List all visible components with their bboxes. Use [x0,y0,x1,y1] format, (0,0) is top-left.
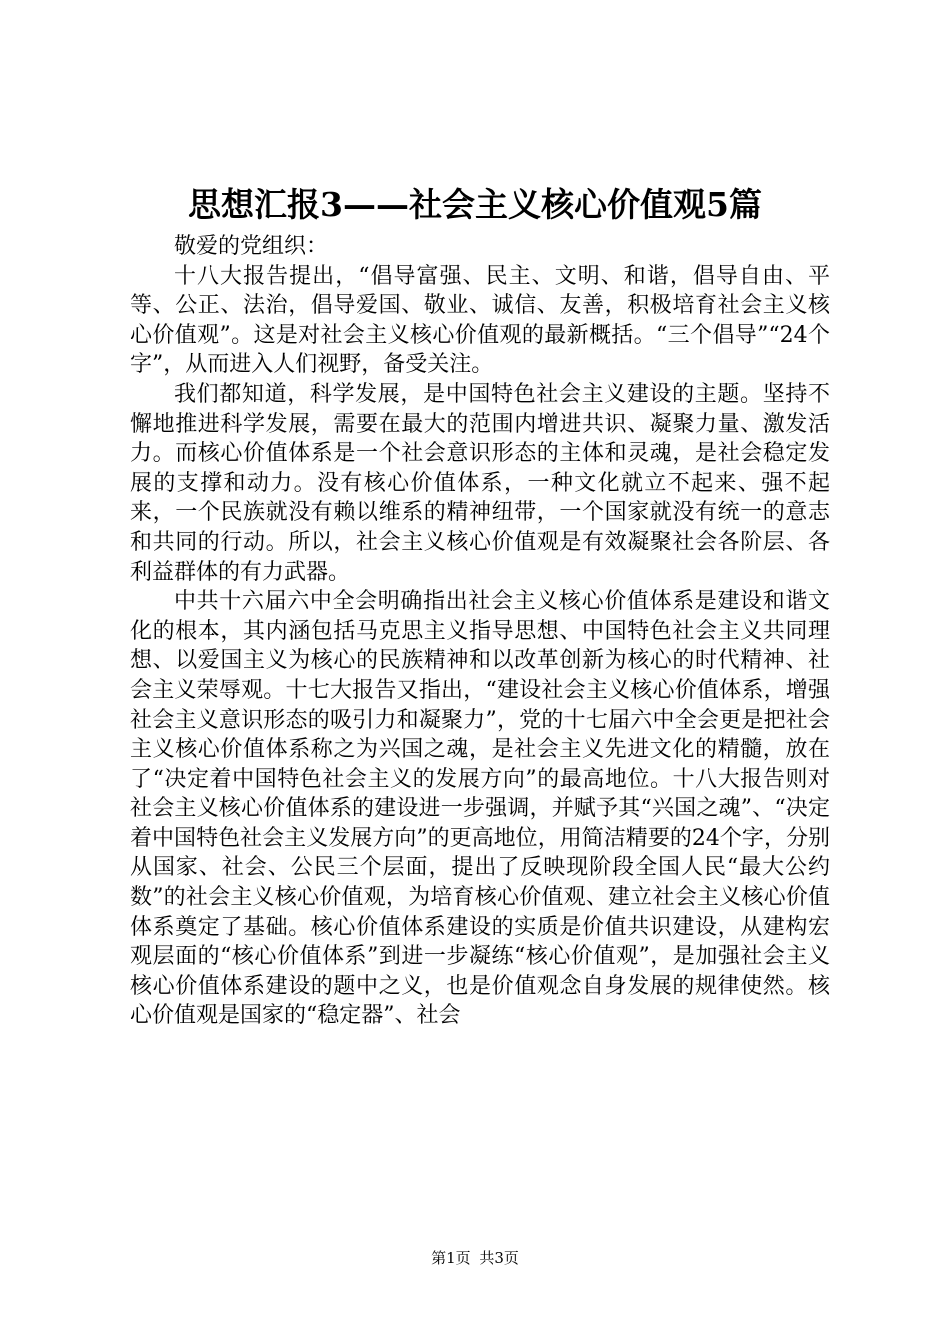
paragraph-1: 十八大报告提出，“倡导富强、民主、文明、和谐，倡导自由、平等、公正、法治，倡导爱国、敬业、诚信、友善，积极培育社会主义核心价值观”。这是对社会主义核心价值观的最新概括。“三个倡导”“24个字”，从而进入人们视野，备受关注。 [130,263,830,378]
page-total: 共3页 [479,1249,519,1267]
page-number: 第1页 [431,1249,471,1267]
page-footer [0,1248,950,1268]
document-title: 思想汇报3——社会主义核心价值观5篇 [188,185,762,224]
salutation: 敬爱的党组织： [174,234,329,259]
paragraph-3: 中共十六届六中全会明确指出社会主义核心价值体系是建设和谐文化的根本，其内涵包括马克思主义指导思想、中国特色社会主义共同理想、以爱国主义为核心的民族精神和以改革创新为核心的时代精神、社会主义荣辱观。十七大报告又指出，“建设社会主义核心价值体系，增强社会主义意识形态的吸引力和凝聚力”，党的十七届六中全会更是把社会主义核心价值体系称之为兴国之魂，是社会主义先进文化的精髓，放在了“决定着中国特色社会主义的发展方向”的最高地位。十八大报告则对社会主义核心价值体系的建设进一步强调，并赋予其“兴国之魂”、“决定着中国特色社会主义发展方向”的更高地位，用简洁精要的24个字，分别从国家、社会、公民三个层面，提出了反映现阶段全国人民“最大公约数”的社会主义核心价值观，为培育核心价值观、建立社会主义核心价值体系奠定了基础。核心价值体系建设的实质是价值共识建设，从建构宏观层面的“核心价值体系”到进一步凝练“核心价值观”，是加强社会主义核心价值体系建设的题中之义，也是价值观念自身发展的规律使然。核心价值观是国家的“稳定器”、社会 [130,589,830,1029]
paragraph-2: 我们都知道，科学发展，是中国特色社会主义建设的主题。坚持不懈地推进科学发展，需要在最大的范围内增进共识、凝聚力量、激发活力。而核心价值体系是一个社会意识形态的主体和灵魂，是社会稳定发展的支撑和动力。没有核心价值体系，一种文化就立不起来、强不起来，一个民族就没有赖以维系的精神纽带，一个国家就没有统一的意志和共同的行动。所以，社会主义核心价值观是有效凝聚社会各阶层、各利益群体的有力武器。 [130,381,830,585]
document-body [130,232,830,1031]
